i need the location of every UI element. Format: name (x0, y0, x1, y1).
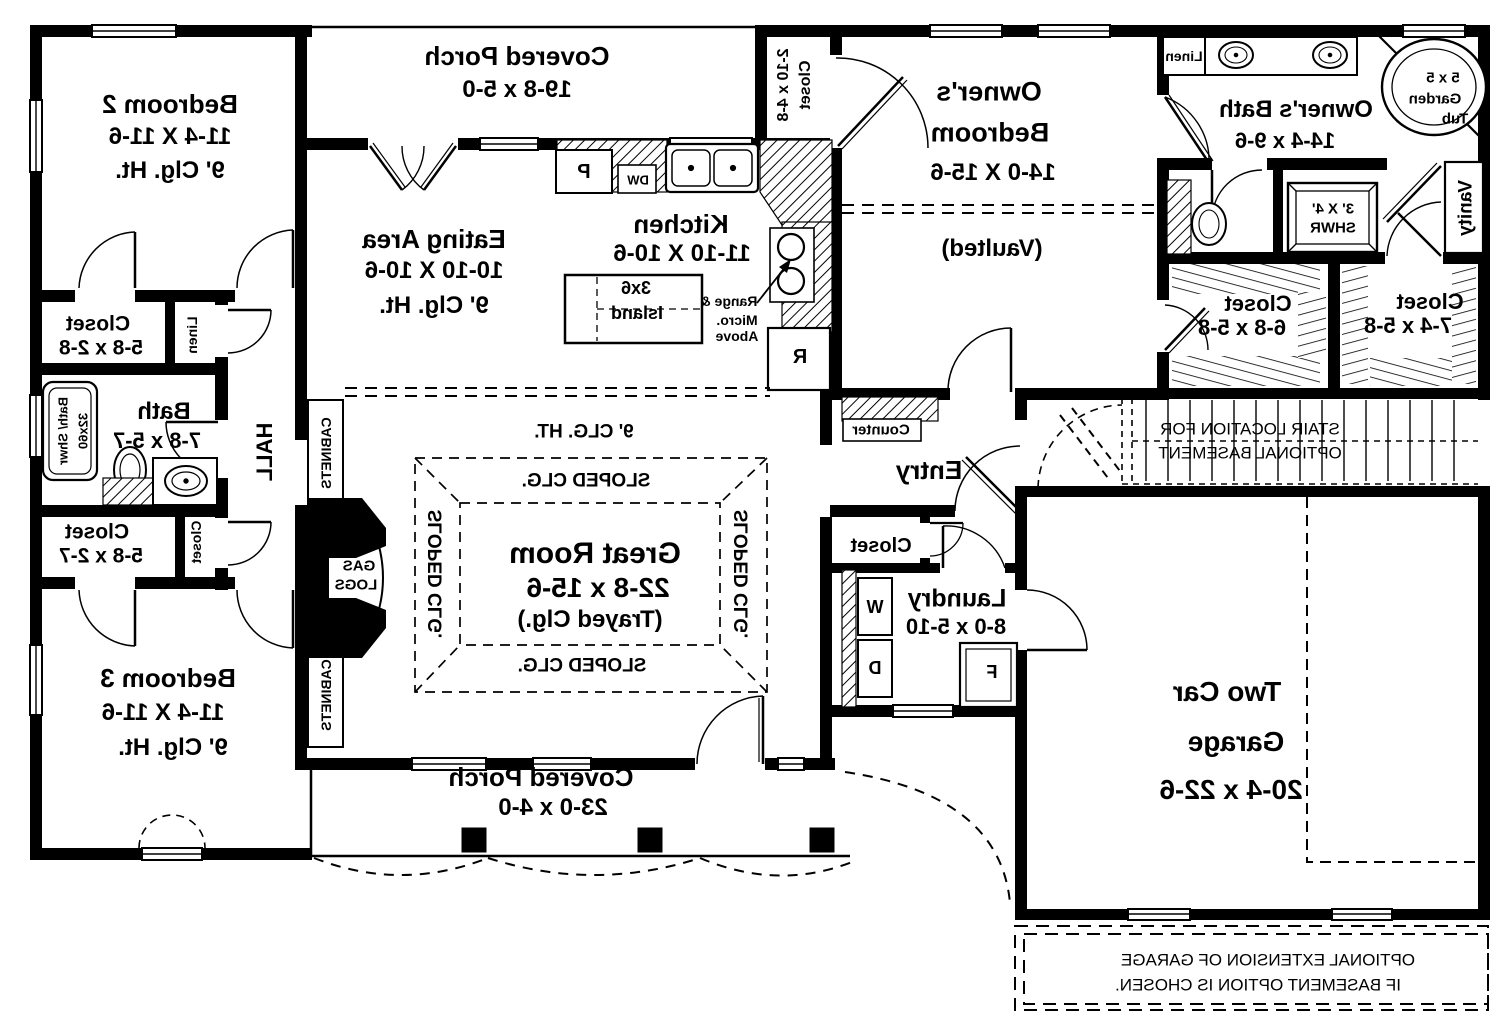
door-bedroom2 (237, 230, 293, 288)
garage-name-1: Two Car (1172, 676, 1282, 707)
garden-tub-1: 5 x 5 (1426, 69, 1460, 87)
cabinets-lower: CABINETS (318, 659, 334, 731)
door-greatroom-porch (697, 696, 763, 764)
owners-vanity (1205, 37, 1357, 75)
stair-note-2: OPTIONAL BASEMENT (1158, 443, 1342, 463)
sloped-clg-left: SLOPED CLG. (425, 509, 447, 639)
owners-bath-dims: 14-4 x 9-6 (1234, 128, 1336, 153)
closet-27-dims: 5-8 x 2-7 (58, 544, 144, 568)
owners-toilet (1192, 203, 1226, 245)
window-bedroom3-bottom (139, 815, 205, 860)
dryer-label: D (868, 658, 882, 678)
linen-hall: Linen (184, 316, 200, 354)
closet-28-name: Closet (65, 312, 131, 336)
stair-location (1122, 398, 1478, 484)
hall-name: HALL (252, 422, 277, 482)
bedroom2-name: Bedroom 2 (102, 89, 238, 119)
tub-label-1: 32x60 (75, 412, 91, 450)
garden-tub-2: Garden (1408, 90, 1462, 108)
laundry-dims: 8-0 x 5-10 (905, 614, 1007, 639)
range (770, 228, 814, 302)
closet-28-dims: 5-8 x 2-8 (58, 336, 144, 360)
porch-top-dims: 19-8 x 5-0 (462, 76, 572, 103)
sloped-clg-right: SLOPED CLG. (731, 509, 753, 639)
window-garden-tub (1403, 25, 1465, 37)
owners-bedroom-dims: 14-0 X 15-6 (930, 159, 1056, 186)
door-optional-basement (1038, 405, 1122, 488)
freezer-label: F (986, 662, 998, 682)
door-closet-74 (1387, 202, 1441, 256)
door-closet-28 (79, 232, 135, 288)
shower-dims: 3' X 4' (1311, 200, 1355, 218)
door-entry-rear (955, 446, 1020, 514)
kitchen-closet-name: Closet (797, 60, 814, 110)
window-owners-bedroom-1 (930, 25, 1002, 37)
garage-dims: 20-4 x 22-6 (1159, 774, 1303, 805)
sloped-clg-bottom: SLOPED CLG. (517, 655, 647, 677)
door-closet-27 (79, 590, 135, 646)
door-linen-hall (228, 310, 271, 353)
door-owners-bedroom (948, 328, 1011, 392)
cabinets-upper: CABINETS (318, 417, 334, 489)
greatroom-clg: 9' CLG. HT. (534, 421, 634, 443)
sloped-clg-top: SLOPED CLG. (521, 470, 651, 492)
eating-dims: 10-10 X 10-6 (364, 257, 504, 284)
gas-logs-2: LOGS (334, 576, 378, 594)
owners-bedroom-name-2: Bedroom (930, 117, 1050, 148)
porch-top-name: Covered Porch (424, 41, 610, 71)
optional-ext-2: IF BASEMENT OPTION IS CHOSEN. (1115, 975, 1401, 995)
island-size: 3x6 (620, 278, 652, 298)
porch-bottom-dims: 23-0 x 4-0 (498, 794, 608, 821)
greatroom-name: Great Room (509, 537, 681, 570)
porch-bottom-name: Covered Porch (448, 762, 634, 792)
refrigerator-label: R (792, 346, 808, 368)
entry-closet: Closet (850, 535, 912, 557)
door-bedroom3 (237, 590, 293, 648)
optional-ext-1: OPTIONAL EXTENSION OF GARAGE (1120, 950, 1416, 970)
door-french-eating (370, 143, 456, 190)
kitchen-sink (666, 144, 758, 192)
owners-bedroom-vaulted: (Vaulted) (941, 235, 1043, 262)
garden-tub-3: Tub (1441, 110, 1469, 128)
tub-label-2: Bath/ Shwr (55, 397, 71, 465)
range-note-3: Above (715, 328, 759, 344)
bath-vanity-sink (153, 458, 217, 505)
door-kitchen-closet (836, 58, 928, 149)
window-bedroom3-left (30, 645, 42, 715)
window-bedroom2-top (92, 25, 176, 37)
garden-tub (1374, 31, 1486, 143)
eating-clg: 9' Clg. Ht. (379, 292, 489, 319)
pantry-label: P (577, 161, 591, 183)
closet-27-name: Closet (64, 520, 130, 544)
owners-bath-name: Owner's Bath (1219, 96, 1373, 123)
gas-logs-1: GAS (342, 557, 376, 575)
door-entry-closet (930, 523, 963, 556)
bedroom2-dims: 11-4 X 11-6 (108, 123, 232, 150)
greatroom-dims: 22-8 x 15-6 (526, 572, 670, 603)
window-laundry (893, 705, 953, 717)
closet-74-dims: 7-4 x 5-8 (1363, 313, 1453, 338)
range-note-1: Range & (700, 293, 758, 309)
counter-label: Counter (852, 421, 910, 439)
owners-bedroom-name-1: Owner's (936, 76, 1042, 107)
closet-hall-vert: Closet (188, 520, 204, 564)
door-owners-bath (1165, 95, 1213, 163)
window-porch-3 (778, 758, 804, 770)
garage-name-2: Garage (1187, 726, 1285, 757)
closet-68-name: Closet (1224, 291, 1292, 316)
window-bath-left (30, 395, 42, 457)
door-closet-hall (228, 522, 271, 565)
window-owners-bedroom-2 (1038, 25, 1110, 37)
island-name: Island (610, 303, 664, 323)
stair-note-1: STAIR LOCATION FOR (1160, 419, 1340, 439)
greatroom-tray: (Trayed Clg.) (517, 606, 663, 633)
door-garage (1027, 590, 1087, 650)
dishwasher-label: DW (627, 172, 649, 188)
bath-name: Bath (137, 398, 191, 425)
laundry-name: Laundry (907, 584, 1007, 613)
range-note-2: Micro. (716, 312, 758, 328)
door-vanity-zone (1383, 163, 1441, 222)
bath-dims: 7-8 x 5-7 (112, 428, 202, 453)
kitchen-dims: 11-10 X 10-6 (613, 240, 751, 267)
linen-owners: Linen (1165, 48, 1203, 64)
bedroom3-name: Bedroom 3 (100, 663, 236, 693)
window-eating (480, 138, 538, 150)
window-garage-2 (1332, 909, 1392, 920)
kitchen-closet-dims: 2-10 x 4-8 (775, 48, 792, 122)
shower-box (1288, 183, 1377, 252)
shower-name: SHWR (1310, 219, 1356, 237)
bedroom3-dims: 11-4 X 11-6 (101, 699, 225, 726)
entry-name: Entry (895, 455, 963, 485)
vanity-right: Vanity (1455, 180, 1477, 236)
window-garage-1 (1128, 909, 1190, 920)
bedroom2-clg: 9' Clg. Ht. (115, 157, 225, 184)
closet-68-dims: 6-8 x 5-8 (1197, 315, 1287, 340)
eating-name: Eating Area (362, 224, 506, 254)
washer-label: W (866, 597, 884, 617)
closet-74-name: Closet (1396, 289, 1464, 314)
window-bedroom2-left (30, 100, 42, 172)
bedroom3-clg: 9' Clg. Ht. (118, 734, 228, 761)
kitchen-name: Kitchen (633, 209, 729, 239)
